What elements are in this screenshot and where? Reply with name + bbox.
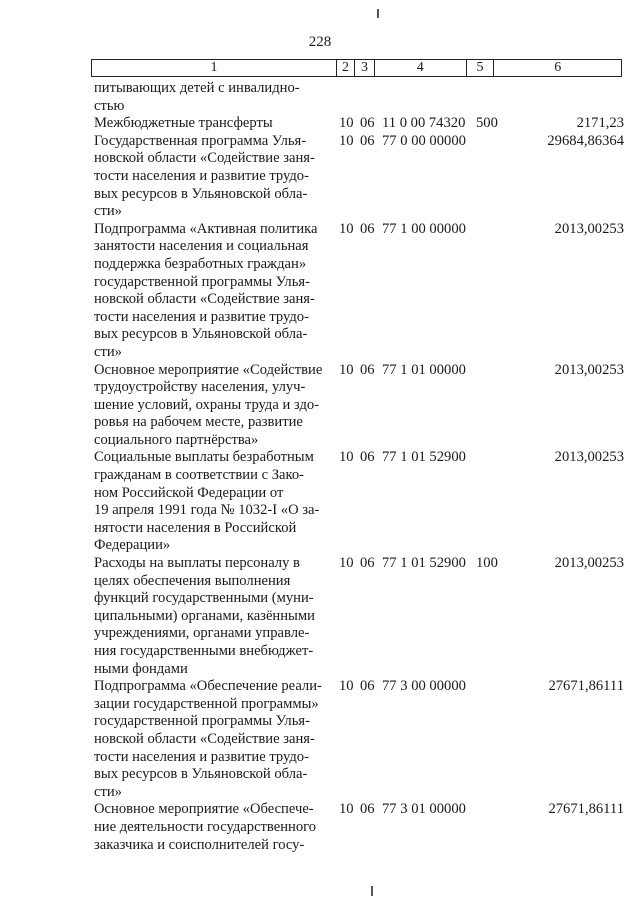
scan-mark-bottom (371, 886, 373, 896)
row-description: Основное мероприятие «Обеспече- ние деятельности государственного заказчика и соисполнителей госу- (94, 801, 317, 853)
row-description: Межбюджетные трансферты (94, 115, 273, 132)
row-codes (336, 80, 626, 98)
code-subsection: 06 (360, 220, 375, 237)
code-target: 77 1 00 00000 (382, 220, 466, 237)
code-target: 77 3 00 00000 (382, 678, 466, 695)
row-amount: 27671,86111 (548, 678, 624, 695)
table-body (0, 80, 640, 854)
row-description: питывающих детей с инвалидно- стью (94, 80, 300, 114)
code-expense-type: 500 (476, 115, 498, 132)
code-target: 11 0 00 74320 (382, 115, 466, 132)
code-subsection: 06 (360, 801, 375, 818)
row-description: Социальные выплаты безработным гражданам в соответствии с Зако- ном Российской Федерации от 19 апреля 1991 года № 1032-I «О за- нятости населения в Российской Федерации» (94, 449, 320, 554)
code-section: 10 (339, 115, 354, 132)
row-codes (336, 221, 626, 239)
header-col-5: 5 (466, 60, 494, 76)
row-codes (336, 115, 626, 133)
code-subsection: 06 (360, 361, 375, 378)
row-description: Расходы на выплаты персоналу в целях обеспечения выполнения функций государственными (муни- ципальными) органами, казёнными учреждениями, органами управле- ния государственными внебюджет- ными фондами (94, 555, 315, 677)
code-target: 77 0 00 00000 (382, 132, 466, 149)
code-target: 77 3 01 00000 (382, 801, 466, 818)
page-number: 228 (308, 34, 332, 50)
row-codes (336, 133, 626, 151)
row-description: Подпрограмма «Обеспечение реали- зации государственной программы» государственной программы Улья- новской области «Содействие заня- тости населения и развитие трудо- вых ресурсов в Ульяновской обла- сти» (94, 678, 322, 800)
code-subsection: 06 (360, 115, 375, 132)
header-col-2: 2 (336, 60, 354, 76)
header-col-4: 4 (374, 60, 466, 76)
code-expense-type: 100 (476, 555, 498, 572)
row-description: Государственная программа Улья- новской области «Содействие заня- тости населения и развитие трудо- вых ресурсов в Ульяновской обла- сти» (94, 132, 315, 220)
code-target: 77 1 01 00000 (382, 361, 466, 378)
row-codes (336, 801, 626, 819)
code-section: 10 (339, 449, 354, 466)
header-col-1: 1 (210, 60, 218, 75)
table-row (0, 133, 640, 221)
row-amount: 2171,23 (576, 115, 624, 132)
code-target: 77 1 01 52900 (382, 449, 466, 466)
row-codes (336, 362, 626, 380)
code-subsection: 06 (360, 678, 375, 695)
row-codes (336, 449, 626, 467)
row-amount: 29684,86364 (547, 132, 624, 149)
code-section: 10 (339, 801, 354, 818)
header-col-6: 6 (493, 60, 621, 76)
table-row (0, 115, 640, 133)
code-target: 77 1 01 52900 (382, 555, 466, 572)
code-section: 10 (339, 132, 354, 149)
row-amount: 2013,00253 (554, 449, 624, 466)
scan-mark-top (377, 9, 379, 18)
code-section: 10 (339, 678, 354, 695)
code-subsection: 06 (360, 132, 375, 149)
row-amount: 27671,86111 (548, 801, 624, 818)
table-row (0, 362, 640, 450)
code-subsection: 06 (360, 555, 375, 572)
row-amount: 2013,00253 (554, 555, 624, 572)
table-row (0, 449, 640, 555)
table-row (0, 221, 640, 362)
table-header (91, 59, 622, 77)
table-row (0, 801, 640, 854)
row-codes (336, 555, 626, 573)
row-amount: 2013,00253 (554, 220, 624, 237)
table-row (0, 80, 640, 115)
code-section: 10 (339, 220, 354, 237)
row-description: Подпрограмма «Активная политика занятости населения и социальная поддержка безработных граждан» государственной программы Улья- новской области «Содействие заня- тости населения и развитие трудо- вых ресурсов в Ульяновской обла- сти» (94, 220, 318, 360)
table-row (0, 555, 640, 678)
row-amount: 2013,00253 (554, 361, 624, 378)
code-section: 10 (339, 555, 354, 572)
row-description: Основное мероприятие «Содействие трудоустройству населения, улуч- шение условий, охраны труда и здо- ровья на рабочем месте, развитие социального партнёрства» (94, 361, 323, 448)
table-row (0, 678, 640, 801)
code-subsection: 06 (360, 449, 375, 466)
header-col-3: 3 (354, 60, 374, 76)
row-codes (336, 678, 626, 696)
code-section: 10 (339, 361, 354, 378)
